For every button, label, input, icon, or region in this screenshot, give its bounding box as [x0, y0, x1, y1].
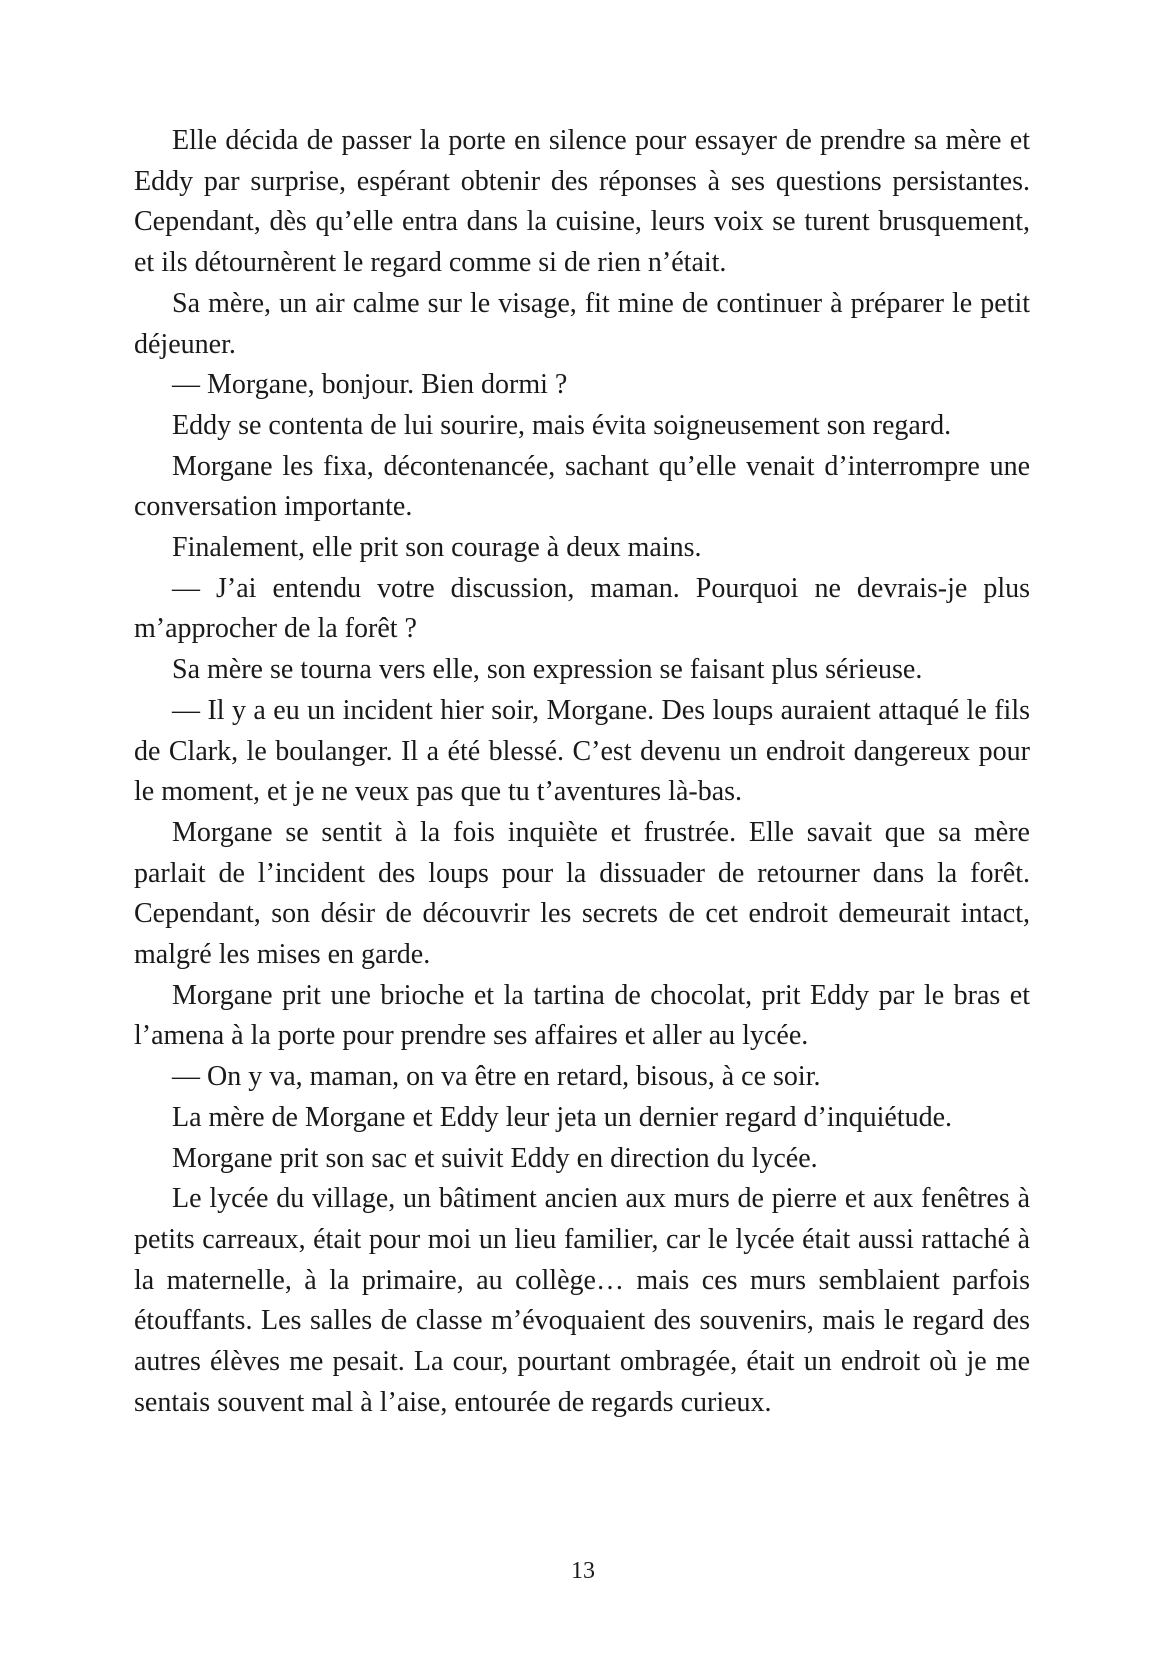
- dialogue-line: — Morgane, bonjour. Bien dormi ?: [172, 369, 568, 401]
- paragraph: Morgane les fixa, décontenancée, sachant qu’elle venait d’interrompre une conversation importante.: [134, 450, 1030, 523]
- paragraph: Morgane se sentit à la fois inquiète et frustrée. Elle savait que sa mère parlait de l’incident des loups pour la dissuader de retourner dans la forêt. Cependant, son désir de découvrir les secrets de cet endroit demeurait intact, malgré les mises en garde.: [134, 816, 1030, 971]
- paragraph: Le lycée du village, un bâtiment ancien aux murs de pierre et aux fenêtres à petits carreaux, était pour moi un lieu familier, car le lycée était aussi rattaché à la maternelle, à la primaire, au collège… mais ces murs semblaient parfois étouffants. Les salles de classe m’évoquaient des souvenirs, mais le regard des autres élèves me pesait. La cour, pourtant ombragée, était un endroit où je me sentais souvent mal à l’aise, entourée de regards curieux.: [134, 1183, 1030, 1418]
- paragraph: Sa mère, un air calme sur le visage, fit mine de continuer à préparer le petit déjeuner.: [134, 287, 1030, 360]
- paragraph: La mère de Morgane et Eddy leur jeta un dernier regard d’inquiétude.: [172, 1101, 953, 1133]
- paragraph: Morgane prit une brioche et la tartina de chocolat, prit Eddy par le bras et l’amena à la porte pour prendre ses affaires et aller au lycée.: [134, 979, 1030, 1052]
- paragraph: Eddy se contenta de lui sourire, mais évita soigneusement son regard.: [172, 409, 952, 441]
- paragraph: Sa mère se tourna vers elle, son expression se faisant plus sérieuse.: [172, 654, 923, 686]
- paragraph: Morgane prit son sac et suivit Eddy en direction du lycée.: [172, 1142, 818, 1174]
- dialogue-line: — J’ai entendu votre discussion, maman. Pourquoi ne devrais-je plus m’approcher de la forêt ?: [134, 572, 1030, 645]
- paragraph: Finalement, elle prit son courage à deux mains.: [172, 532, 702, 564]
- body-text: [134, 121, 1030, 1424]
- dialogue-line: — Il y a eu un incident hier soir, Morgane. Des loups auraient attaqué le fils de Clark, le boulanger. Il a été blessé. C’est devenu un endroit dangereux pour le moment, et je ne veux pas que tu t’aventures là-bas.: [134, 694, 1030, 808]
- paragraph: Elle décida de passer la porte en silence pour essayer de prendre sa mère et Eddy par surprise, espérant obtenir des réponses à ses questions persistantes. Cependant, dès qu’elle entra dans la cuisine, leurs voix se turent brusquement, et ils détournèrent le regard comme si de rien n’était.: [134, 125, 1030, 279]
- dialogue-line: — On y va, maman, on va être en retard, bisous, à ce soir.: [172, 1061, 821, 1093]
- page-number: 13: [571, 1558, 595, 1584]
